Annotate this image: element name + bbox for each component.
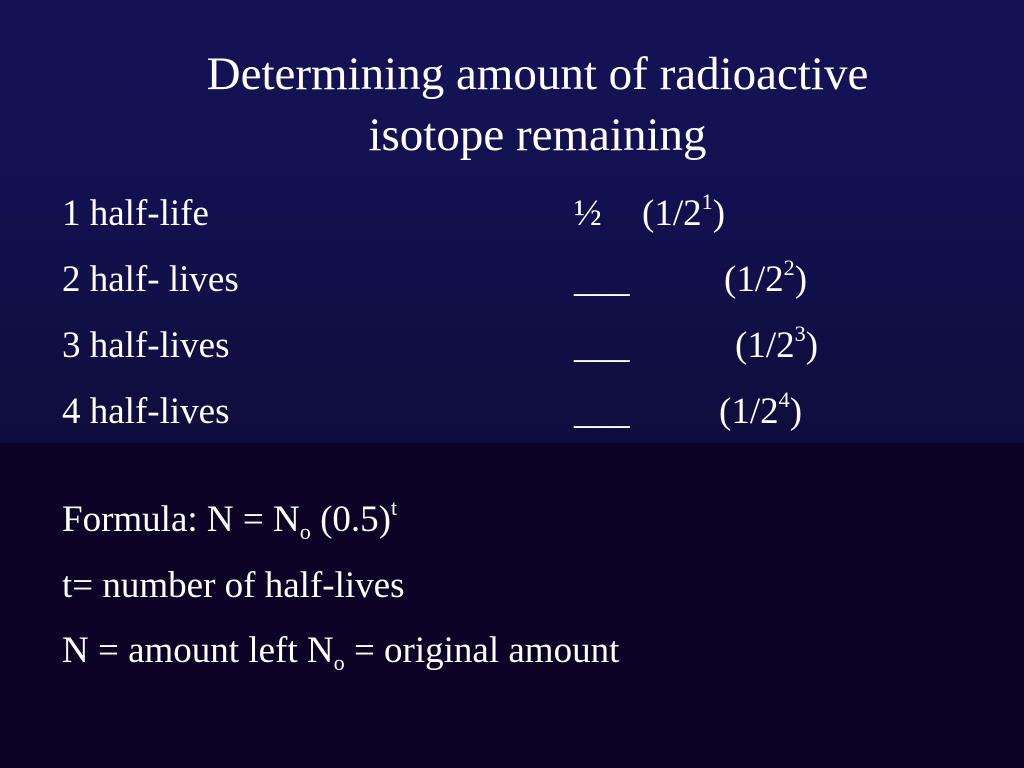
expression-base: (1/2 (735, 325, 795, 366)
row-answer-blank: ___ (574, 391, 630, 432)
n-definition-prefix: N = amount left N (62, 630, 334, 671)
n-definition (62, 629, 619, 673)
row-expression (724, 255, 808, 302)
expression-base: (1/2 (724, 259, 784, 300)
formula-superscript: t (390, 495, 398, 521)
n-definition-suffix: = original amount (344, 630, 620, 671)
slide-title (100, 44, 975, 166)
row-expression (719, 387, 803, 434)
row-answer: ½ (574, 193, 602, 234)
row-label: 1 half-life (62, 193, 209, 234)
title-line-1: Determining amount of radioactive (206, 48, 869, 100)
formula-middle: (0.5) (310, 499, 391, 540)
row-label: 3 half-lives (62, 325, 230, 366)
formula-subscript: o (299, 518, 311, 544)
expression-exponent: 4 (778, 387, 790, 413)
n-definition-subscript: o (333, 649, 345, 675)
expression-exponent: 1 (701, 189, 713, 215)
expression-base: (1/2 (719, 391, 779, 432)
expression-close: ) (805, 325, 819, 366)
formula-line (62, 495, 398, 544)
row-expression (642, 189, 726, 236)
formula-prefix: Formula: N = N (62, 499, 300, 540)
expression-close: ) (789, 391, 803, 432)
row-label: 4 half-lives (62, 391, 230, 432)
expression-close: ) (794, 259, 808, 300)
title-line-2: isotope remaining (368, 109, 707, 161)
t-definition: t= number of half-lives (62, 565, 405, 606)
expression-exponent: 2 (783, 255, 795, 281)
row-answer-blank: ___ (574, 259, 630, 300)
expression-exponent: 3 (794, 321, 806, 347)
row-label: 2 half- lives (62, 259, 239, 300)
row-answer-blank: ___ (574, 325, 630, 366)
row-expression (735, 321, 819, 368)
expression-base: (1/2 (642, 193, 702, 234)
expression-close: ) (712, 193, 726, 234)
